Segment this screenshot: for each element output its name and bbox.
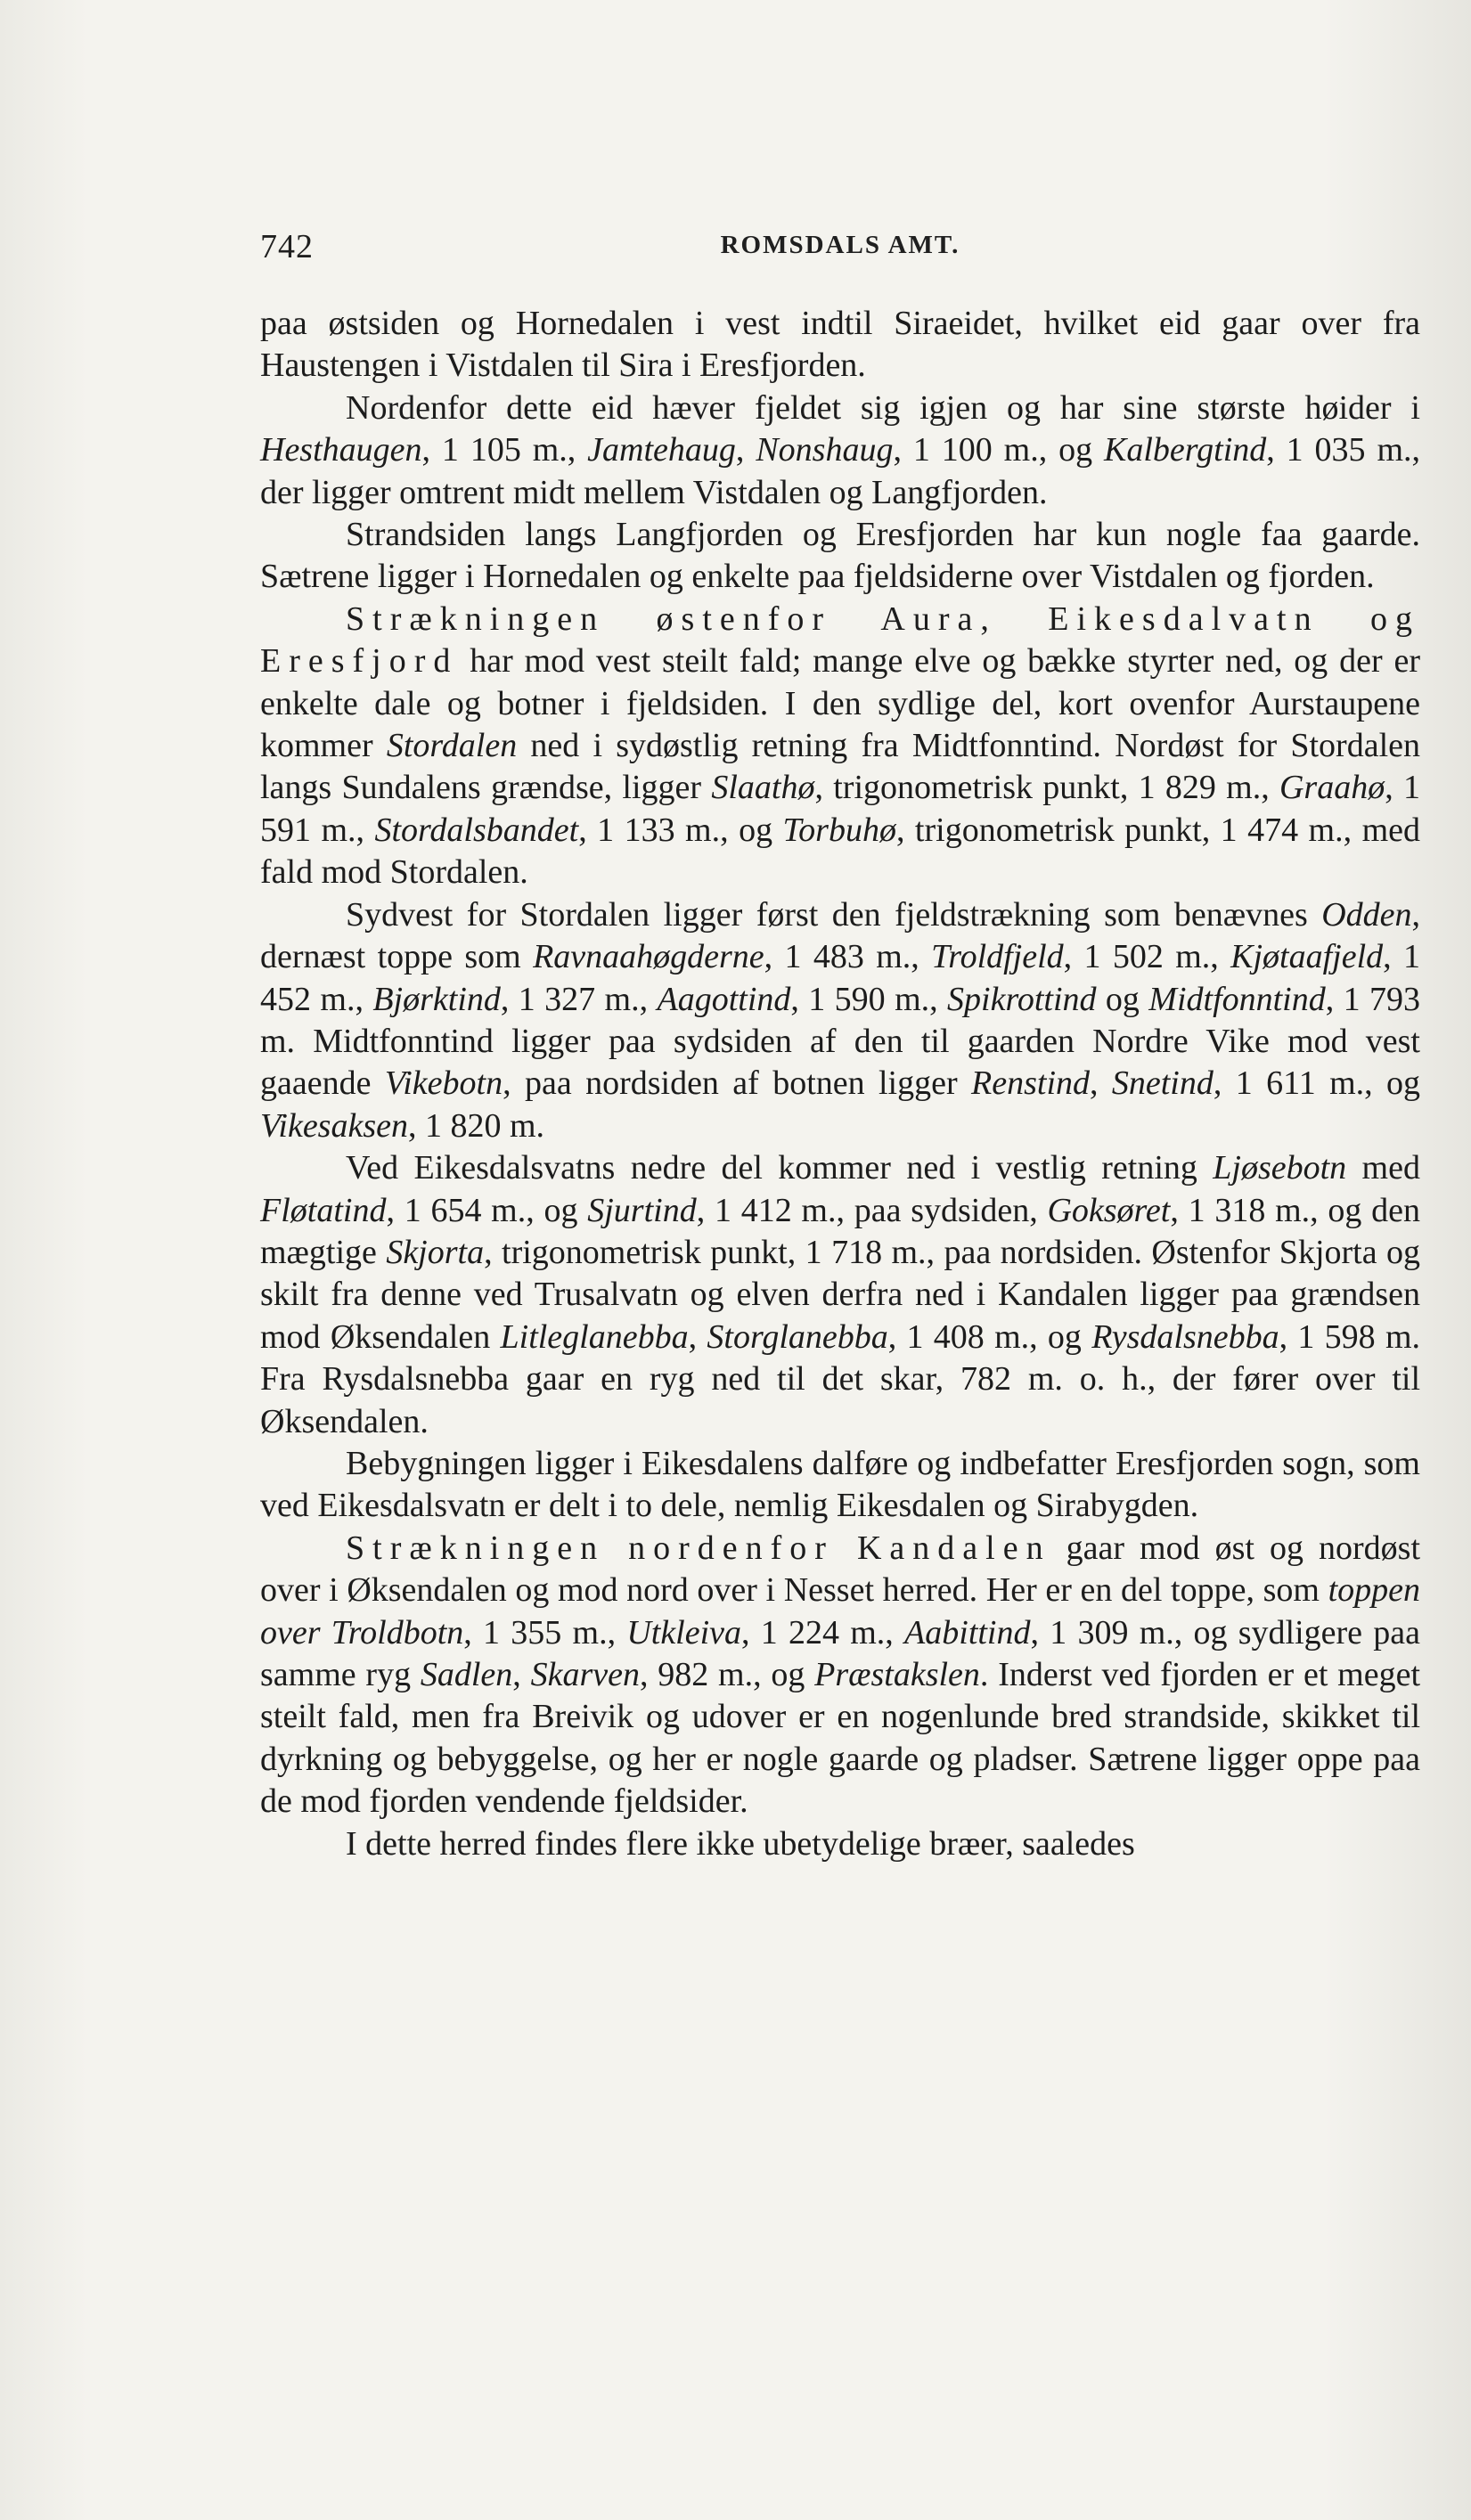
text-run: , 1 820 m. — [408, 1106, 545, 1145]
italic-place-name: toppen over Troldbotn — [260, 1571, 1420, 1651]
text-run: Bebygningen ligger i Eikesdalens dalføre og indbefatter Eresfjorden sogn, som ved Eikesdalsvatn er delt i to dele, nemlig Eikesdalen og Sirabygden. — [260, 1444, 1420, 1525]
italic-place-name: Ravnaahøgderne — [533, 938, 764, 976]
italic-place-name: Troldfjeld — [931, 938, 1064, 976]
body-text — [260, 303, 1420, 1865]
paragraph — [260, 1443, 1420, 1528]
text-run: , 1 502 m., — [1063, 938, 1231, 976]
text-run: , 1 224 m., — [741, 1613, 905, 1651]
paragraph — [260, 514, 1420, 599]
italic-place-name: Goksøret — [1047, 1191, 1171, 1229]
text-run: , 1 318 m., og den mægtige — [260, 1191, 1420, 1271]
italic-place-name: Aagottind — [657, 980, 791, 1018]
italic-place-name: Graahø — [1279, 769, 1385, 807]
paragraph — [260, 599, 1420, 894]
italic-place-name: Bjørktind — [372, 980, 501, 1018]
text-run: , 1 309 m., og sydligere paa samme ryg — [260, 1613, 1420, 1693]
italic-place-name: Præstakslen — [814, 1656, 980, 1693]
text-run: , 1 412 m., paa sydsiden, — [696, 1191, 1048, 1229]
text-run: , 1 327 m., — [500, 980, 658, 1018]
text-run: ned i sydøstlig retning fra Midtfonntind. Nordøst for Stordalen langs Sundalens grændse, ligger — [260, 727, 1421, 807]
italic-place-name: Skarven — [530, 1656, 640, 1693]
text-run: , 1 483 m., — [764, 938, 932, 976]
paragraph — [260, 387, 1420, 514]
text-run: , trigonometrisk punkt, 1 829 m., — [814, 769, 1279, 807]
page-header — [260, 227, 1420, 266]
italic-place-name: Jamtehaug — [587, 431, 736, 469]
running-head: ROMSDALS AMT. — [720, 231, 960, 259]
text-run: , 1 793 m. Midtfonntind ligger paa sydsiden af den til gaarden Nordre Vike mod vest gaaende — [260, 980, 1421, 1103]
text-run: , dernæst toppe som — [260, 895, 1420, 976]
text-run: , 1 100 m., og — [893, 431, 1104, 469]
page-number: 742 — [260, 228, 314, 265]
text-run: . Inderst ved fjorden er et meget steilt fald, men fra Breivik og udover er en nogenlunde bred strandside, skikket til dyrkning og bebyggelse, og her er nogle gaarde og pladser. Sætrene ligger oppe paa de mod fjorden vendende fjeldsider. — [260, 1656, 1420, 1821]
paragraph — [260, 894, 1420, 1147]
italic-place-name: Snetind — [1111, 1064, 1214, 1103]
text-run: paa østsiden og Hornedalen i vest indtil Siraeidet, hvilket eid gaar over fra Haustengen i Vistdalen til Sira i Eresfjorden. — [260, 305, 1420, 385]
italic-place-name: Renstind — [971, 1064, 1090, 1103]
text-run: gaar mod øst og nordøst over i Øksendalen og mod nord over i Nesset herred. Her er en del toppe, som — [260, 1529, 1420, 1610]
italic-place-name: Slaathø — [711, 769, 815, 807]
text-run: , 1 591 m., — [260, 769, 1420, 849]
text-run: , 1 035 m., der ligger omtrent midt mellem Vistdalen og Langfjorden. — [260, 431, 1421, 511]
text-run: , 1 590 m., — [790, 980, 948, 1018]
italic-place-name: Kjøtaafjeld — [1230, 938, 1384, 976]
text-run: og — [1096, 980, 1149, 1018]
italic-place-name: Sadlen — [420, 1656, 513, 1693]
text-run: har mod vest steilt fald; mange elve og bække styrter ned, og der er enkelte dale og botner i fjeldsiden. I den sydlige del, kort ovenfor Aurstaupene kommer — [260, 642, 1420, 765]
text-run: , — [1090, 1064, 1112, 1103]
italic-place-name: Odden — [1321, 895, 1412, 934]
italic-place-name: Vikesaksen — [260, 1106, 408, 1145]
text-run: , paa nordsiden af botnen ligger — [503, 1064, 972, 1103]
text-run: med — [1346, 1149, 1420, 1187]
text-run: , — [512, 1656, 531, 1693]
text-run: Strandsiden langs Langfjorden og Eresfjorden har kun nogle faa gaarde. Sætrene ligger i Hornedalen og enkelte paa fjeldsiderne over Vistdalen og fjorden. — [260, 516, 1420, 596]
paragraph — [260, 1823, 1420, 1865]
text-run: , 1 654 m., og — [386, 1191, 588, 1229]
paragraph — [260, 303, 1420, 387]
spaced-heading-text: Strækningen nordenfor Kandalen — [346, 1529, 1051, 1567]
italic-place-name: Fløtatind — [260, 1191, 387, 1229]
text-run: , 1 611 m., og — [1213, 1064, 1420, 1103]
italic-place-name: Midtfonntind — [1148, 980, 1326, 1018]
paragraph — [260, 1528, 1420, 1823]
italic-place-name: Spikrottind — [947, 980, 1097, 1018]
text-run: , 1 133 m., og — [578, 811, 783, 849]
text-run: , trigonometrisk punkt, 1 718 m., paa nordsiden. Østenfor Skjorta og skilt fra denne ved Trusalvatn og elven derfra ned i Kandalen ligger paa grændsen mod Øksendalen — [260, 1233, 1420, 1356]
italic-place-name: Skjorta — [386, 1233, 485, 1271]
italic-place-name: Ljøsebotn — [1213, 1149, 1347, 1187]
text-run: Nordenfor dette eid hæver fjeldet sig igjen og har sine største høider i — [346, 388, 1420, 427]
italic-place-name: Torbuhø — [782, 811, 896, 849]
italic-place-name: Sjurtind — [587, 1191, 697, 1229]
text-run: , 1 598 m. Fra Rysdalsnebba gaar en ryg ned til det skar, 782 m. o. h., der fører over til Øksendalen. — [260, 1317, 1420, 1440]
italic-place-name: Rysdalsnebba — [1091, 1317, 1279, 1356]
italic-place-name: Stordalsbandet — [374, 811, 579, 849]
italic-place-name: Utkleiva — [626, 1613, 742, 1651]
text-run: I dette herred findes flere ikke ubetydelige bræer, saaledes — [346, 1824, 1135, 1863]
paragraph — [260, 1147, 1420, 1443]
italic-place-name: Stordalen — [386, 727, 518, 765]
text-run: Sydvest for Stordalen ligger først den fjeldstrækning som benævnes — [346, 895, 1322, 934]
italic-place-name: Kalbergtind — [1104, 431, 1267, 469]
text-run: , trigonometrisk punkt, 1 474 m., med fald mod Stordalen. — [260, 811, 1420, 892]
italic-place-name: Litleglanebba — [500, 1317, 689, 1356]
text-run: , — [735, 431, 756, 469]
spaced-heading-text: Strækningen østenfor Aura, Eikesdalvatn og Eresfjord — [260, 599, 1420, 681]
text-run: , 1 355 m., — [463, 1613, 627, 1651]
italic-place-name: Nonshaug — [756, 431, 894, 469]
italic-place-name: Hesthaugen — [260, 431, 422, 469]
italic-place-name: Aabittind — [904, 1613, 1031, 1651]
text-run: Ved Eikesdalsvatns nedre del kommer ned i vestlig retning — [346, 1149, 1214, 1187]
text-run: , 1 105 m., — [421, 431, 588, 469]
italic-place-name: Vikebotn — [384, 1064, 503, 1103]
italic-place-name: Storglanebba — [707, 1317, 888, 1356]
text-run: , 982 m., og — [639, 1656, 815, 1693]
text-run: , 1 408 m., og — [887, 1317, 1092, 1356]
text-run: , 1 452 m., — [260, 938, 1421, 1018]
text-run: , — [688, 1317, 707, 1356]
